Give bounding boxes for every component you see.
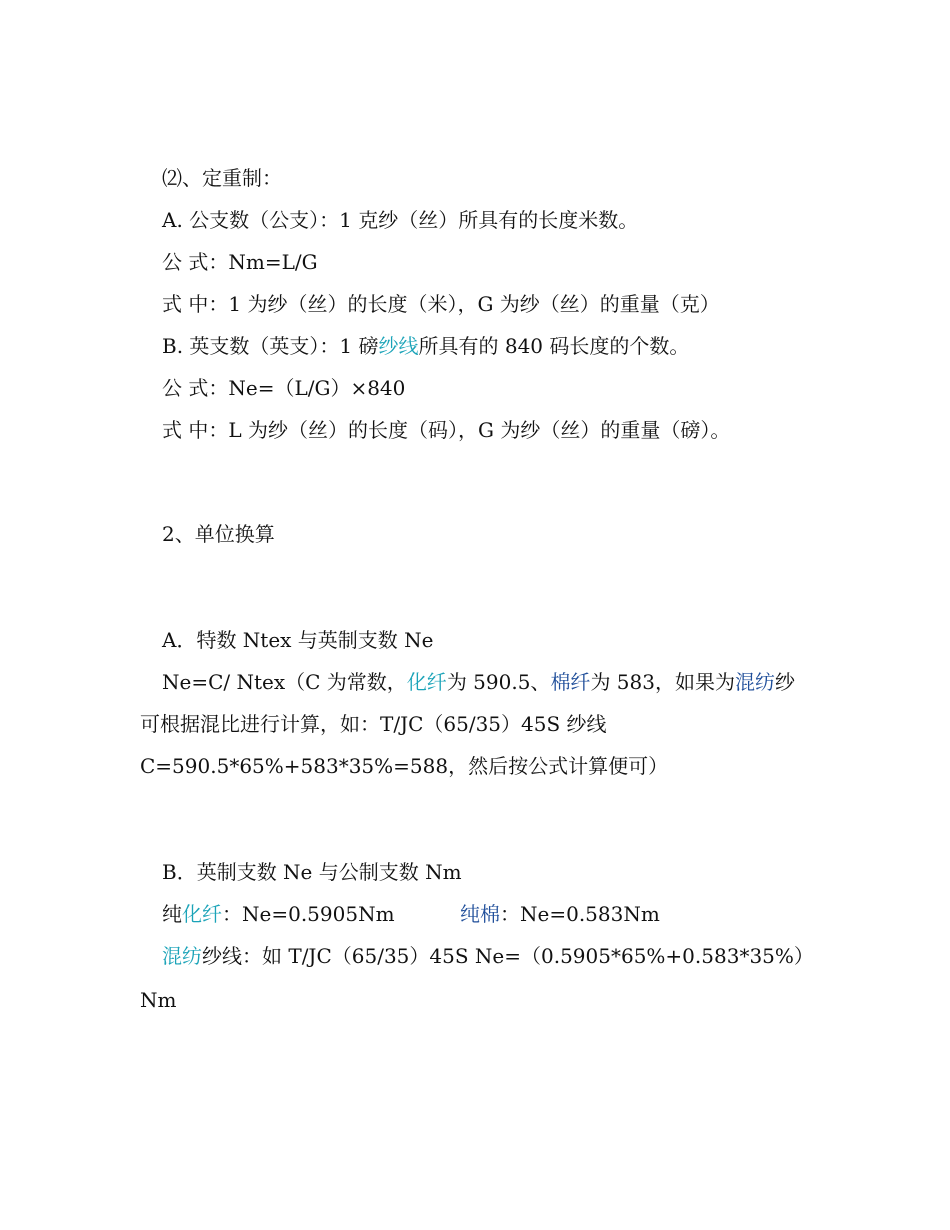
paragraph-text: 为 590.5、 xyxy=(446,670,551,694)
blended-link[interactable]: 混纺 xyxy=(162,944,202,968)
paragraph-line: 可根据混比进行计算，如：T/JC（65/35）45S 纱线 xyxy=(140,712,607,736)
english-count-formula: 公 式：Ne=（L/G）×840 xyxy=(162,376,406,400)
subsection-title-tex-to-ne: A．特数 Ntex 与英制支数 Ne xyxy=(162,628,434,652)
blended-yarn-formula xyxy=(162,944,814,968)
chemical-fiber-link[interactable]: 化纤 xyxy=(406,670,447,694)
formula-text: ：Ne=0.583Nm xyxy=(500,902,660,926)
paragraph-text: Ne=C/ Ntex（C 为常数， xyxy=(162,670,407,694)
formula-text: 纯 xyxy=(162,902,182,926)
chemical-fiber-link[interactable]: 化纤 xyxy=(182,902,222,926)
metric-count-definition: A. 公支数（公支）：1 克纱（丝）所具有的长度米数。 xyxy=(162,208,639,232)
paragraph-text: 纱 xyxy=(774,670,795,694)
pure-cotton-formula xyxy=(460,902,660,926)
pure-cotton-link[interactable]: 纯棉 xyxy=(460,902,500,926)
yarn-link[interactable]: 纱线 xyxy=(378,334,419,358)
metric-count-formula-note: 式 中：1 为纱（丝）的长度（米），G 为纱（丝）的重量（克） xyxy=(162,292,720,316)
formula-continuation: Nm xyxy=(140,988,177,1012)
cotton-fiber-link[interactable]: 棉纤 xyxy=(550,670,591,694)
formula-text: ：Ne=0.5905Nm xyxy=(222,902,395,926)
section-heading-fixed-weight: ⑵、定重制： xyxy=(162,166,282,190)
pure-chemical-fiber-formula xyxy=(162,902,395,926)
paragraph-text: 为 583，如果为 xyxy=(590,670,735,694)
english-count-definition-text-end: 所具有的 840 码长度的个数。 xyxy=(418,334,690,358)
paragraph-line: C=590.5*65%+583*35%=588，然后按公式计算便可） xyxy=(140,754,669,778)
english-count-formula-note: 式 中：L 为纱（丝）的长度（码），G 为纱（丝）的重量（磅）。 xyxy=(162,418,731,442)
subsection-title-ne-to-nm: B．英制支数 Ne 与公制支数 Nm xyxy=(162,860,462,884)
english-count-definition xyxy=(162,334,689,358)
section-heading-unit-conversion: 2、单位换算 xyxy=(162,522,275,546)
english-count-definition-text: B. 英支数（英支）：1 磅 xyxy=(162,334,379,358)
metric-count-formula: 公 式：Nm=L/G xyxy=(162,250,318,274)
blended-link[interactable]: 混纺 xyxy=(734,670,775,694)
paragraph-line xyxy=(162,670,795,694)
formula-text: 纱线：如 T/JC（65/35）45S Ne=（0.5905*65%+0.583*35%） xyxy=(202,944,814,968)
